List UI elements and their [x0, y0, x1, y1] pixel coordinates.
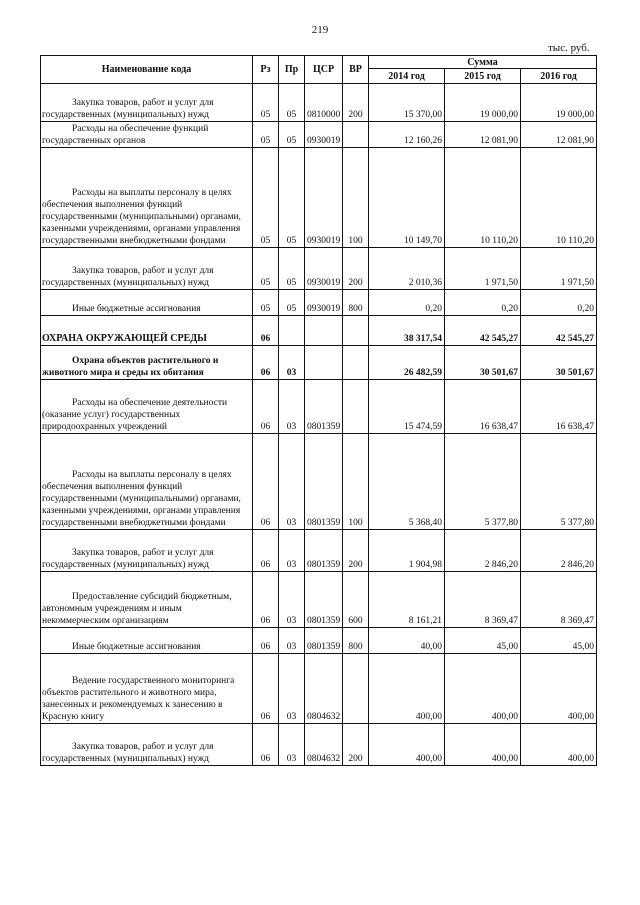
row-2014: 40,00	[369, 628, 445, 654]
row-name: Охрана объектов растительного и животного мира и среды их обитания	[41, 346, 253, 380]
row-vr: 200	[343, 530, 369, 572]
row-2015: 16 638,47	[445, 380, 521, 434]
row-vr: 200	[343, 84, 369, 122]
row-name: Иные бюджетные ассигнования	[41, 290, 253, 316]
table-row	[41, 84, 597, 122]
table-row	[41, 572, 597, 628]
row-rz: 06	[253, 316, 279, 346]
row-name: Закупка товаров, работ и услуг для государственных (муниципальных) нужд	[41, 248, 253, 290]
row-2015: 400,00	[445, 724, 521, 766]
row-name: Ведение государственного мониторинга объектов растительного и животного мира, занесенных и рекомендуемых к занесению в Красную книгу	[41, 654, 253, 724]
row-2015: 12 081,90	[445, 122, 521, 148]
header-csr: ЦСР	[305, 56, 343, 84]
header-rz: Рз	[253, 56, 279, 84]
row-2016: 45,00	[521, 628, 597, 654]
row-name: Предоставление субсидий бюджетным, автономным учреждениям и иным некоммерческим организациям	[41, 572, 253, 628]
row-name: Расходы на выплаты персоналу в целях обеспечения выполнения функций государственными (муниципальными) органами, казенными учреждениями, органами управления государственными внебюджетными фондами	[41, 148, 253, 248]
header-2014: 2014 год	[369, 69, 445, 84]
table-row	[41, 290, 597, 316]
row-2016: 10 110,20	[521, 148, 597, 248]
row-2016: 42 545,27	[521, 316, 597, 346]
row-rz: 05	[253, 290, 279, 316]
table-row	[41, 248, 597, 290]
row-csr: 0930019	[305, 148, 343, 248]
row-rz: 05	[253, 84, 279, 122]
row-vr	[343, 346, 369, 380]
row-2015: 42 545,27	[445, 316, 521, 346]
row-csr	[305, 346, 343, 380]
row-2015: 0,20	[445, 290, 521, 316]
row-csr: 0801359	[305, 434, 343, 530]
row-pr: 05	[279, 148, 305, 248]
row-vr	[343, 316, 369, 346]
row-name: Закупка товаров, работ и услуг для государственных (муниципальных) нужд	[41, 530, 253, 572]
row-vr: 800	[343, 628, 369, 654]
row-csr: 0801359	[305, 530, 343, 572]
row-2014: 26 482,59	[369, 346, 445, 380]
row-2016: 5 377,80	[521, 434, 597, 530]
row-pr: 03	[279, 380, 305, 434]
row-2016: 400,00	[521, 654, 597, 724]
row-pr: 03	[279, 628, 305, 654]
budget-table	[40, 55, 597, 766]
row-rz: 05	[253, 122, 279, 148]
row-pr: 05	[279, 248, 305, 290]
header-vr: ВР	[343, 56, 369, 84]
row-pr	[279, 316, 305, 346]
row-rz: 06	[253, 346, 279, 380]
row-vr	[343, 122, 369, 148]
table-row	[41, 530, 597, 572]
row-rz: 06	[253, 654, 279, 724]
row-csr: 0801359	[305, 380, 343, 434]
row-2015: 45,00	[445, 628, 521, 654]
row-vr	[343, 654, 369, 724]
table-row	[41, 316, 597, 346]
row-2015: 400,00	[445, 654, 521, 724]
row-2014: 2 010,36	[369, 248, 445, 290]
row-2016: 1 971,50	[521, 248, 597, 290]
row-vr: 600	[343, 572, 369, 628]
page-number: 219	[311, 24, 329, 36]
row-pr: 05	[279, 84, 305, 122]
row-rz: 06	[253, 434, 279, 530]
header-2016: 2016 год	[521, 69, 597, 84]
row-pr: 03	[279, 346, 305, 380]
row-name: Расходы на обеспечение деятельности (оказание услуг) государственных природоохранных учреждений	[41, 380, 253, 434]
row-vr: 100	[343, 434, 369, 530]
row-2014: 0,20	[369, 290, 445, 316]
table-row	[41, 434, 597, 530]
row-vr	[343, 380, 369, 434]
row-rz: 06	[253, 628, 279, 654]
row-pr: 05	[279, 290, 305, 316]
header-name: Наименование кода	[41, 56, 253, 84]
row-2016: 0,20	[521, 290, 597, 316]
row-pr: 03	[279, 572, 305, 628]
header-2015: 2015 год	[445, 69, 521, 84]
row-name: Расходы на выплаты персоналу в целях обеспечения выполнения функций государственными (муниципальными) органами, казенными учреждениями, органами управления государственными внебюджетными фондами	[41, 434, 253, 530]
row-2016: 2 846,20	[521, 530, 597, 572]
row-2015: 8 369,47	[445, 572, 521, 628]
table-row	[41, 628, 597, 654]
row-2014: 38 317,54	[369, 316, 445, 346]
row-name: Закупка товаров, работ и услуг для государственных (муниципальных) нужд	[41, 724, 253, 766]
row-2015: 5 377,80	[445, 434, 521, 530]
row-pr: 03	[279, 434, 305, 530]
row-2014: 10 149,70	[369, 148, 445, 248]
row-vr: 200	[343, 724, 369, 766]
row-csr	[305, 316, 343, 346]
table-row	[41, 346, 597, 380]
row-2015: 19 000,00	[445, 84, 521, 122]
row-2015: 1 971,50	[445, 248, 521, 290]
row-csr: 0810000	[305, 84, 343, 122]
row-csr: 0804632	[305, 724, 343, 766]
row-2015: 30 501,67	[445, 346, 521, 380]
row-2015: 2 846,20	[445, 530, 521, 572]
header-sum: Сумма	[369, 56, 597, 69]
row-vr: 800	[343, 290, 369, 316]
row-name: Иные бюджетные ассигнования	[41, 628, 253, 654]
row-pr: 05	[279, 122, 305, 148]
table-row	[41, 654, 597, 724]
row-rz: 05	[253, 148, 279, 248]
row-2014: 1 904,98	[369, 530, 445, 572]
row-2014: 12 160,26	[369, 122, 445, 148]
row-csr: 0930019	[305, 122, 343, 148]
row-2014: 400,00	[369, 724, 445, 766]
row-pr: 03	[279, 530, 305, 572]
table-row	[41, 122, 597, 148]
row-2014: 15 370,00	[369, 84, 445, 122]
row-2015: 10 110,20	[445, 148, 521, 248]
header-pr: Пр	[279, 56, 305, 84]
row-2014: 5 368,40	[369, 434, 445, 530]
table-header	[41, 56, 597, 84]
row-rz: 06	[253, 572, 279, 628]
units-label: тыс. руб.	[548, 42, 590, 54]
row-name: Закупка товаров, работ и услуг для государственных (муниципальных) нужд	[41, 84, 253, 122]
row-csr: 0801359	[305, 628, 343, 654]
row-2014: 400,00	[369, 654, 445, 724]
row-name: Расходы на обеспечение функций государственных органов	[41, 122, 253, 148]
row-2016: 30 501,67	[521, 346, 597, 380]
row-csr: 0930019	[305, 248, 343, 290]
row-rz: 06	[253, 530, 279, 572]
table-row	[41, 724, 597, 766]
table-row	[41, 380, 597, 434]
row-csr: 0804632	[305, 654, 343, 724]
row-2016: 19 000,00	[521, 84, 597, 122]
row-rz: 06	[253, 380, 279, 434]
row-vr: 200	[343, 248, 369, 290]
row-2016: 12 081,90	[521, 122, 597, 148]
row-2016: 16 638,47	[521, 380, 597, 434]
row-csr: 0930019	[305, 290, 343, 316]
row-csr: 0801359	[305, 572, 343, 628]
row-2014: 15 474,59	[369, 380, 445, 434]
row-rz: 06	[253, 724, 279, 766]
row-name: ОХРАНА ОКРУЖАЮЩЕЙ СРЕДЫ	[41, 316, 253, 346]
row-vr: 100	[343, 148, 369, 248]
row-2016: 8 369,47	[521, 572, 597, 628]
table-body	[41, 84, 597, 766]
row-2014: 8 161,21	[369, 572, 445, 628]
row-pr: 03	[279, 654, 305, 724]
row-pr: 03	[279, 724, 305, 766]
row-rz: 05	[253, 248, 279, 290]
table-row	[41, 148, 597, 248]
row-2016: 400,00	[521, 724, 597, 766]
